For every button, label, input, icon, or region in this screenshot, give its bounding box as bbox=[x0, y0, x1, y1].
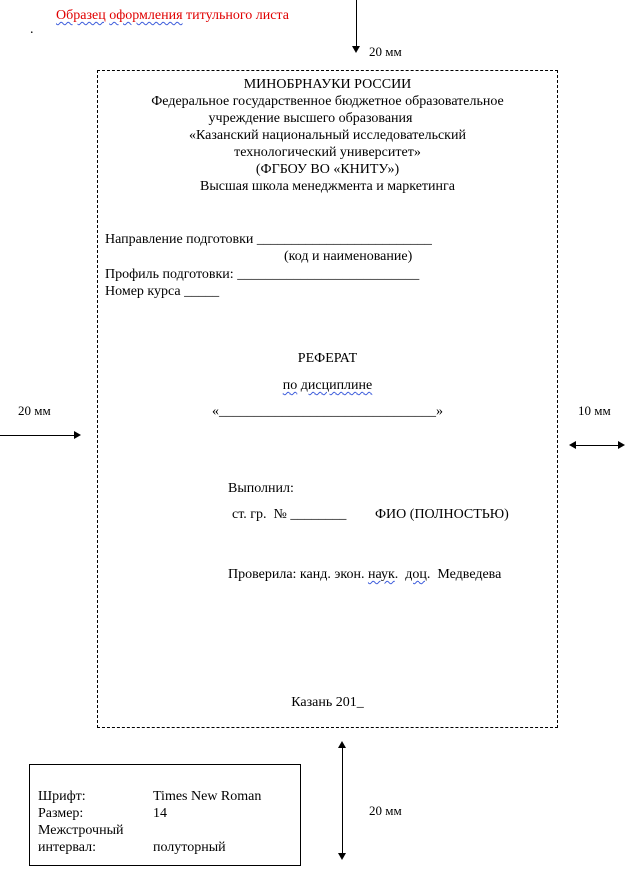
ministry-line: МИНОБРНАУКИ РОССИИ bbox=[243, 77, 412, 92]
bottom-margin-arrow-shaft bbox=[342, 748, 343, 854]
institution-line-4: технологический университет» bbox=[234, 145, 421, 160]
top-margin-label: 20 мм bbox=[369, 44, 402, 59]
checked-prefix: Проверила: канд. экон. bbox=[228, 567, 368, 582]
left-margin-arrow-shaft bbox=[0, 435, 74, 436]
font-value: Times New Roman bbox=[153, 789, 262, 804]
checked-nauk: наук bbox=[367, 567, 395, 582]
top-margin-arrowhead bbox=[352, 46, 360, 53]
checked-suffix: . Медведева bbox=[426, 567, 502, 582]
right-margin-arrow-shaft bbox=[575, 445, 618, 446]
course-line: Номер курса _____ bbox=[105, 284, 220, 299]
bottom-margin-arrowhead-up bbox=[338, 741, 346, 748]
bottom-margin-label: 20 мм bbox=[369, 803, 402, 818]
sample-title-word1: Образец bbox=[56, 8, 106, 23]
stray-dot: . bbox=[30, 22, 34, 37]
discipline-blank: «_______________________________» bbox=[212, 404, 443, 419]
institution-line-3: «Казанский национальный исследовательский bbox=[189, 128, 466, 143]
spacing-label-line2: интервал: bbox=[38, 840, 96, 855]
sample-title-rest: титульного листа bbox=[182, 8, 289, 23]
profile-line: Профиль подготовки: __________________________ bbox=[105, 267, 420, 282]
sample-title-word2: оформления bbox=[109, 8, 183, 23]
direction-hint: (код и наименование) bbox=[284, 249, 413, 264]
performed-label: Выполнил: bbox=[228, 481, 294, 496]
discipline-word-po: по bbox=[282, 378, 298, 393]
institution-line-2: учреждение высшего образования bbox=[208, 111, 413, 126]
discipline-word: дисциплине bbox=[300, 378, 373, 393]
size-value: 14 bbox=[153, 806, 167, 821]
left-margin-arrowhead bbox=[74, 431, 81, 439]
school-line: Высшая школа менеджмента и маркетинга bbox=[200, 179, 455, 194]
student-name: ФИО (ПОЛНОСТЬЮ) bbox=[375, 507, 509, 522]
checked-line bbox=[228, 566, 501, 583]
font-label: Шрифт: bbox=[38, 789, 86, 804]
institution-short: (ФГБОУ ВО «КНИТУ») bbox=[255, 162, 400, 177]
spacing-label-line1: Межстрочный bbox=[38, 823, 124, 838]
institution-line-1: Федеральное государственное бюджетное образовательное bbox=[151, 94, 504, 109]
size-label: Размер: bbox=[38, 806, 84, 821]
bottom-margin-arrowhead-down bbox=[338, 853, 346, 860]
student-group: ст. гр. № ________ bbox=[232, 507, 347, 522]
top-margin-arrow-shaft bbox=[356, 0, 357, 46]
right-margin-arrowhead-right bbox=[618, 441, 625, 449]
sample-title bbox=[56, 8, 289, 24]
doc-type: РЕФЕРАТ bbox=[297, 351, 358, 366]
checked-dots: доц bbox=[405, 567, 427, 582]
discipline-line bbox=[97, 377, 558, 394]
spacing-value: полуторный bbox=[153, 840, 226, 855]
left-margin-label: 20 мм bbox=[18, 403, 51, 418]
checked-mid: . bbox=[394, 567, 406, 582]
city-year: Казань 201_ bbox=[291, 695, 364, 710]
direction-line: Направление подготовки _________________________ bbox=[105, 232, 432, 247]
right-margin-label: 10 мм bbox=[578, 403, 611, 418]
